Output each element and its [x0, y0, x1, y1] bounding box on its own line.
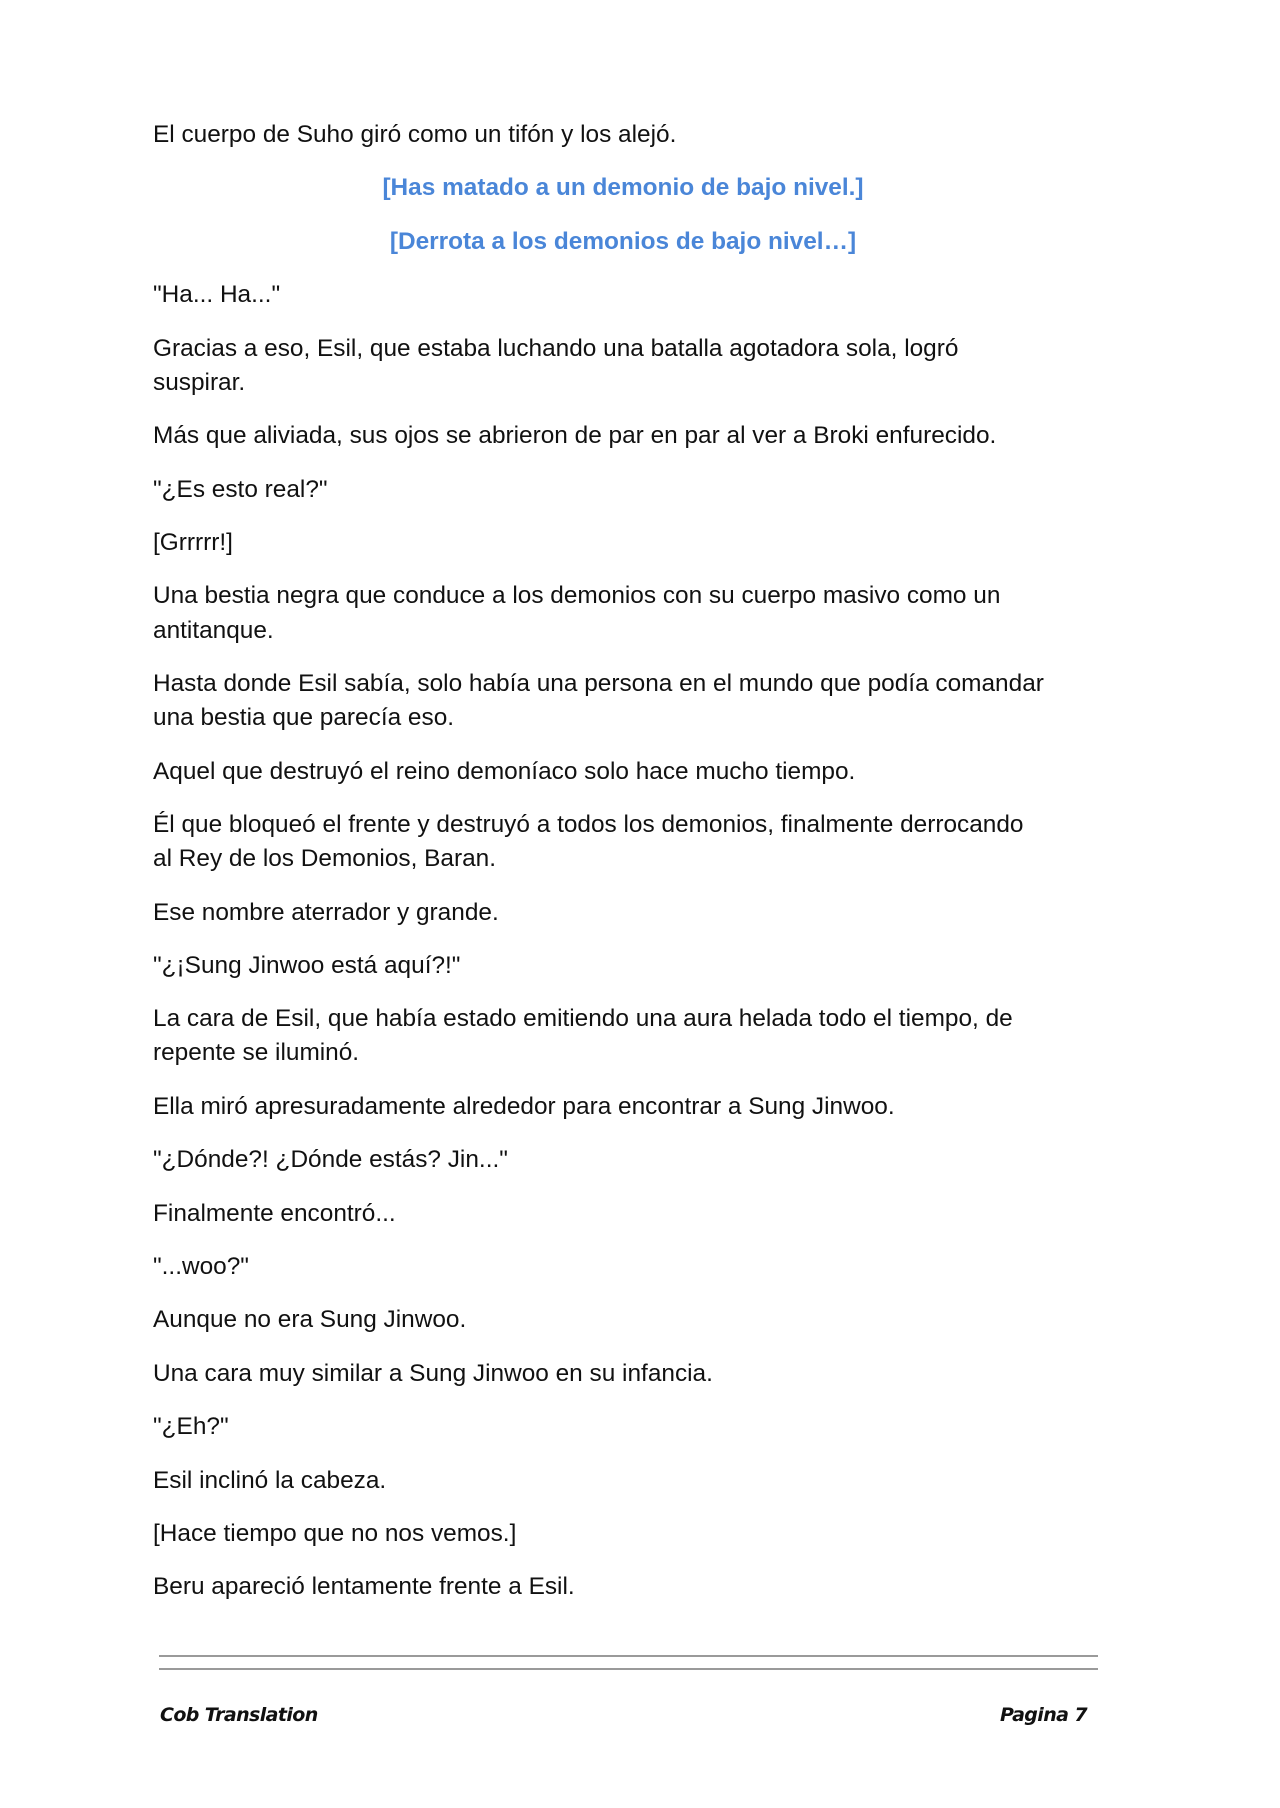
- page-body: [153, 118, 1093, 1624]
- text-line: [Derrota a los demonios de bajo nivel…]: [389, 227, 857, 255]
- text-line: [Has matado a un demonio de bajo nivel.]: [382, 174, 864, 202]
- text-line: al Rey de los Demonios, Baran.: [153, 845, 496, 873]
- text-line: Esil inclinó la cabeza.: [153, 1466, 387, 1494]
- paragraph: [153, 332, 1093, 400]
- text-line: Aunque no era Sung Jinwoo.: [153, 1306, 467, 1334]
- paragraph: [153, 1303, 1093, 1337]
- text-line: "¿Dónde?! ¿Dónde estás? Jin...": [153, 1146, 508, 1174]
- dialogue-paragraph: [153, 1250, 1093, 1284]
- text-line: una bestia que parecía eso.: [153, 704, 455, 732]
- paragraph: [153, 755, 1093, 789]
- dialogue-paragraph: [153, 473, 1093, 507]
- text-line: Beru apareció lentamente frente a Esil.: [153, 1573, 575, 1601]
- text-line: [Grrrrr!]: [153, 528, 233, 556]
- dialogue-paragraph: [153, 1517, 1093, 1551]
- paragraph: [153, 419, 1093, 453]
- paragraph: [153, 1197, 1093, 1231]
- text-line: La cara de Esil, que había estado emitiendo una aura helada todo el tiempo, de: [153, 1005, 1013, 1033]
- text-line: Aquel que destruyó el reino demoníaco solo hace mucho tiempo.: [153, 757, 856, 785]
- footer-credit: Cob Translation: [160, 1704, 318, 1726]
- page-number: Pagina 7: [999, 1704, 1087, 1726]
- text-line: "¿¡Sung Jinwoo está aquí?!": [153, 951, 461, 979]
- paragraph: [153, 896, 1093, 930]
- paragraph: [153, 1002, 1093, 1070]
- text-line: "Ha... Ha...": [153, 281, 281, 309]
- dialogue-paragraph: [153, 278, 1093, 312]
- dialogue-paragraph: [153, 1143, 1093, 1177]
- paragraph: [153, 579, 1093, 647]
- paragraph: [153, 808, 1093, 876]
- text-line: suspirar.: [153, 368, 246, 396]
- system-message: [153, 171, 1093, 205]
- text-line: "¿Es esto real?": [153, 475, 328, 503]
- footer-divider-bottom: [159, 1668, 1098, 1670]
- dialogue-paragraph: [153, 1410, 1093, 1444]
- text-line: "...woo?": [153, 1253, 249, 1281]
- text-line: [Hace tiempo que no nos vemos.]: [153, 1520, 517, 1547]
- footer-divider-top: [159, 1655, 1098, 1657]
- paragraph: [153, 667, 1093, 735]
- text-line: repente se iluminó.: [153, 1039, 360, 1067]
- text-line: Más que aliviada, sus ojos se abrieron de par en par al ver a Broki enfurecido.: [153, 422, 997, 450]
- text-line: "¿Eh?": [153, 1413, 229, 1441]
- paragraph: [153, 1357, 1093, 1391]
- text-line: Él que bloqueó el frente y destruyó a todos los demonios, finalmente derrocando: [153, 810, 1024, 838]
- paragraph: [153, 1570, 1093, 1604]
- paragraph: [153, 1090, 1093, 1124]
- text-line: Una cara muy similar a Sung Jinwoo en su infancia.: [153, 1359, 713, 1387]
- paragraph: [153, 1464, 1093, 1498]
- text-line: Gracias a eso, Esil, que estaba luchando una batalla agotadora sola, logró: [153, 334, 959, 362]
- text-line: Ese nombre aterrador y grande.: [153, 898, 499, 926]
- text-line: Una bestia negra que conduce a los demonios con su cuerpo masivo como un: [153, 582, 1001, 610]
- text-line: Finalmente encontró...: [153, 1199, 396, 1227]
- dialogue-paragraph: [153, 949, 1093, 983]
- dialogue-paragraph: [153, 526, 1093, 560]
- paragraph: [153, 118, 1093, 152]
- text-line: Ella miró apresuradamente alrededor para encontrar a Sung Jinwoo.: [153, 1092, 895, 1120]
- text-line: El cuerpo de Suho giró como un tifón y los alejó.: [153, 121, 677, 148]
- text-line: antitanque.: [153, 616, 274, 644]
- system-message: [153, 225, 1093, 259]
- text-line: Hasta donde Esil sabía, solo había una persona en el mundo que podía comandar: [153, 669, 1044, 697]
